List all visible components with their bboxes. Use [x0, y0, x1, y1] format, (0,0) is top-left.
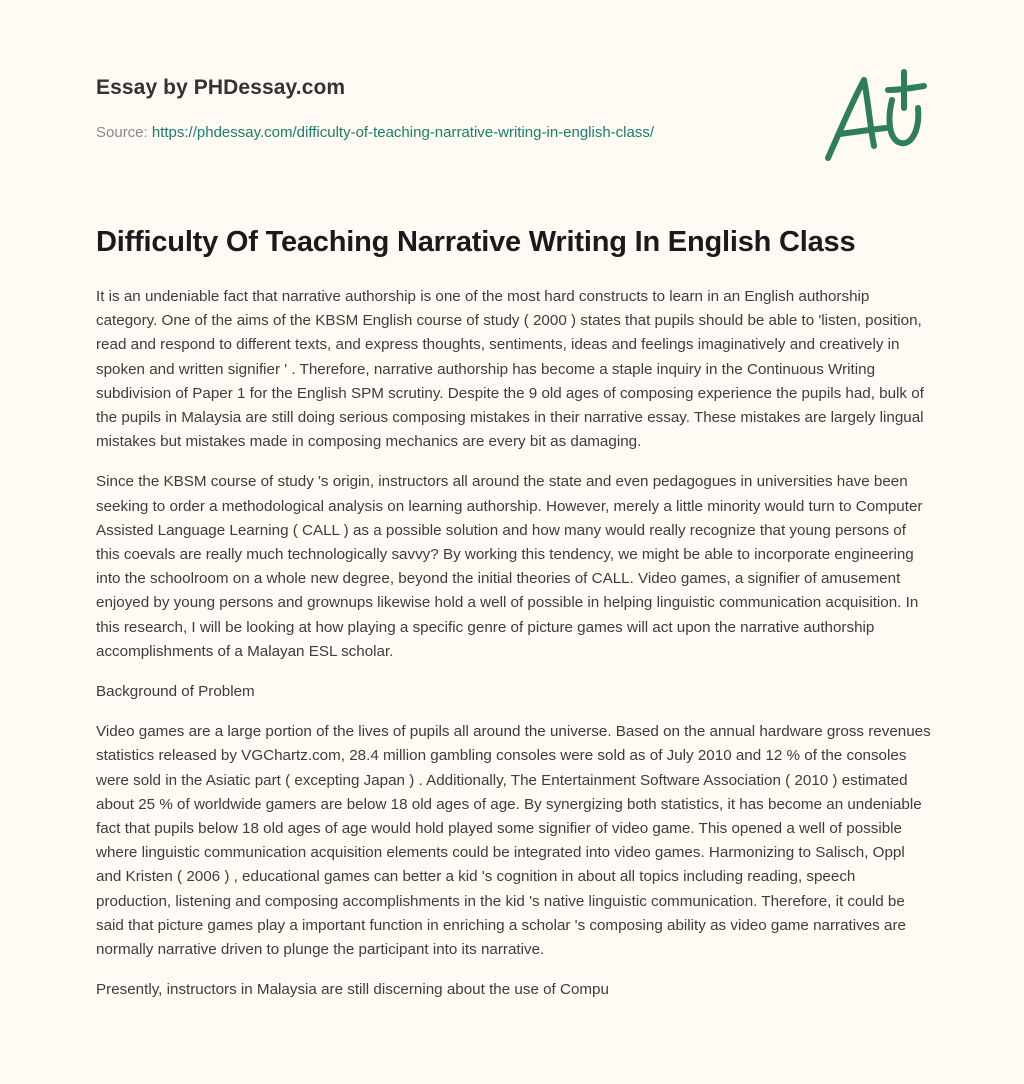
section-heading: Background of Problem	[96, 683, 255, 701]
source-link[interactable]: https://phdessay.com/difficulty-of-teaching-narrative-writing-in-english-class/	[151, 124, 655, 141]
a-plus-grade-icon	[820, 66, 930, 166]
paragraph-truncated: Presently, instructors in Malaysia are still discerning about the use of Compu	[96, 981, 609, 999]
page-header	[96, 0, 932, 190]
article-title: Difficulty Of Teaching Narrative Writing In English Class	[96, 226, 856, 258]
essay-page	[96, 0, 932, 999]
article-body	[96, 285, 932, 1018]
source-label: Source:	[96, 124, 148, 141]
paragraph: Since the KBSM course of study 's origin, instructors all around the state and even pedagogues in universities have been seeking to order a methodological analysis on learning authorship. However, merely a little minority would turn to Computer Assisted Language Learning ( CALL ) as a possible solution and how many would really recognize that young persons of this coevals are really much technologically savvy? By working this tendency, we might be able to incorporate engineering into the schoolroom on a whole new degree, beyond the initial theories of CALL. Video games, a signifier of amusement enjoyed by young persons and grownups likewise hold a well of possible in helping linguistic communication acquisition. In this research, I will be looking at how playing a specific genre of picture games will act upon the narrative authorship accomplishments of a Malayan ESL scholar.	[96, 473, 923, 660]
source-line	[96, 124, 654, 141]
brand-title: Essay by PHDessay.com	[96, 76, 346, 99]
paragraph: It is an undeniable fact that narrative authorship is one of the most hard constructs to learn in an English authorship category. One of the aims of the KBSM English course of study ( 2000 ) states that pupils should be able to 'listen, position, read and respond to different texts, and express thoughts, sentiments, ideas and feelings imaginatively and creatively in spoken and written signifier ' . Therefore, narrative authorship has become a staple inquiry in the Continuous Writing subdivision of Paper 1 for the English SPM scrutiny. Despite the 9 old ages of composing experience the pupils had, bulk of the pupils in Malaysia are still doing serious composing mistakes in their narrative essay. These mistakes are largely lingual mistakes but mistakes made in composing mechanics are every bit as damaging.	[96, 288, 924, 451]
paragraph: Video games are a large portion of the lives of pupils all around the universe. Based on the annual hardware gross revenues statistics released by VGChartz.com, 28.4 million gambling consoles were sold as of July 2010 and 12 % of the consoles were sold in the Asiatic part ( excepting Japan ) . Additionally, The Entertainment Software Association ( 2010 ) estimated about 25 % of worldwide gamers are below 18 old ages of age. By synergizing both statistics, it has become an undeniable fact that pupils below 18 old ages of age would hold played some signifier of video game. This opened a well of possible where linguistic communication acquisition elements could be integrated into video games. Harmonizing to Salisch, Oppl and Kristen ( 2006 ) , educational games can better a kid 's cognition in about all topics including reading, speech production, listening and composing accomplishments in the kid 's native linguistic communication. Therefore, it could be said that picture games play a important function in enriching a scholar 's composing ability as video game narratives are normally narrative driven to plunge the participant into its narrative.	[96, 723, 931, 959]
